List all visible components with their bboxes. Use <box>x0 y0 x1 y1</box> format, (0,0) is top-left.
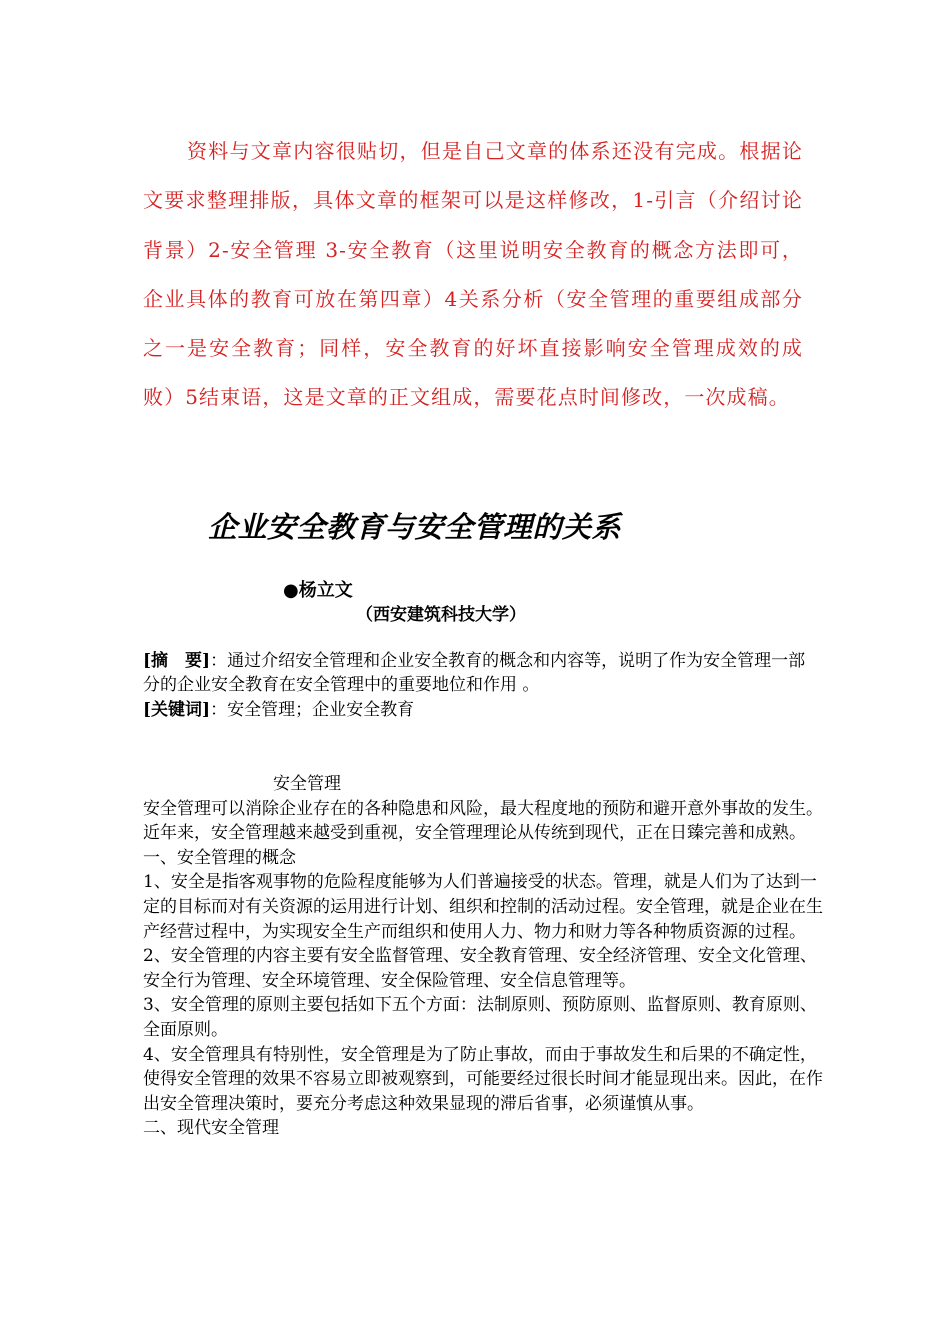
abstract <box>143 649 815 697</box>
author-affiliation: （西安建筑科技大学） <box>356 605 526 625</box>
keywords-text: ：安全管理；企业安全教育 <box>210 700 415 720</box>
author-name: ●杨立文 <box>283 580 353 601</box>
keywords <box>143 698 414 722</box>
paragraph-item-2: 2、安全管理的内容主要有安全监督管理、安全教育管理、安全经济管理、安全文化管理、安全行为管理、安全环境管理、安全保险管理、安全信息管理等。 <box>143 946 817 991</box>
section-heading: 安全管理 <box>273 774 341 794</box>
paragraph-intro: 安全管理可以消除企业存在的各种隐患和风险，最大程度地的预防和避开意外事故的发生。近年来，安全管理越来越受到重视，安全管理理论从传统到现代，正在日臻完善和成熟。 <box>143 798 823 844</box>
heading-modern: 二、现代安全管理 <box>143 1118 279 1139</box>
article-title: 企业安全教育与安全管理的关系 <box>208 510 622 544</box>
heading-concept: 一、安全管理的概念 <box>143 847 296 868</box>
keywords-label: [关键词] <box>143 700 211 720</box>
body-text <box>143 772 823 1141</box>
abstract-text: ：通过介绍安全管理和企业安全教育的概念和内容等，说明了作为安全管理一部分的企业安全教育在安全管理中的重要地位和作用 。 <box>143 651 806 695</box>
paragraph-item-4: 4、安全管理具有特别性，安全管理是为了防止事故，而由于事故发生和后果的不确定性，使得安全管理的效果不容易立即被观察到，可能要经过很长时间才能显现出来。因此，在作出安全管理决策时，要充分考虑这种效果显现的滞后省事，必须谨慎从事。 <box>143 1044 823 1114</box>
abstract-label: [摘 要] <box>143 651 211 671</box>
reviewer-comment: 资料与文章内容很贴切，但是自己文章的体系还没有完成。根据论文要求整理排版，具体文章的框架可以是这样修改，1-引言（介绍讨论背景）2-安全管理 3-安全教育（这里说明安全教育的概念方法即可，企业具体的教育可放在第四章）4关系分析（安全管理的重要组成部分之一是安全教育；同样，安全教育的好坏直接影响安全管理成效的成败）5结束语，这是文章的正文组成，需要花点时间修改，一次成稿。 <box>143 139 803 410</box>
paragraph-item-3: 3、安全管理的原则主要包括如下五个方面：法制原则、预防原则、监督原则、教育原则、全面原则。 <box>143 995 817 1040</box>
paragraph-item-1: 1、安全是指客观事物的危险程度能够为人们普遍接受的状态。管理，就是人们为了达到一定的目标而对有关资源的运用进行计划、组织和控制的活动过程。安全管理，就是企业在生产经营过程中，为实现安全生产而组织和使用人力、物力和财力等各种物质资源的过程。 <box>143 872 823 942</box>
